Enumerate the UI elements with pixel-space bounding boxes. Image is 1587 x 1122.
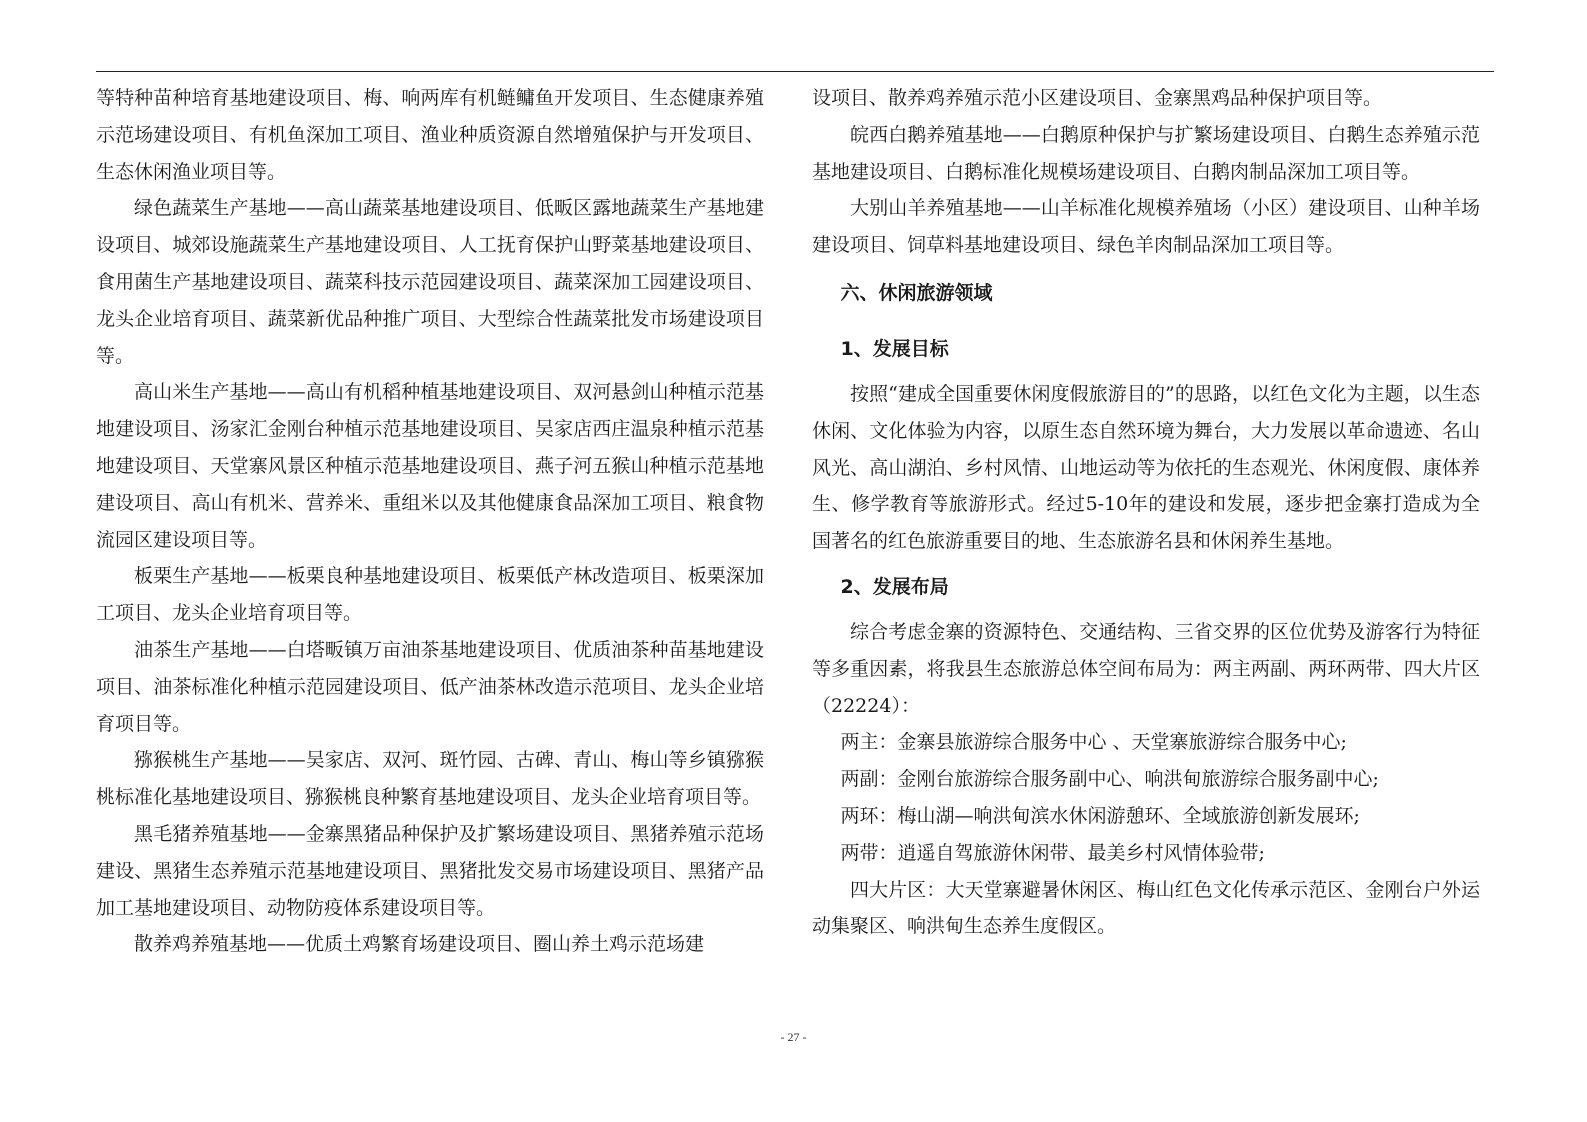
paragraph: 大别山羊养殖基地——山羊标准化规模养殖场（小区）建设项目、山种羊场建设项目、饲草料基地建设项目、绿色羊肉制品深加工项目等。 [812, 197, 1480, 257]
paragraph: 综合考虑金寨的资源特色、交通结构、三省交界的区位优势及游客行为特征等多重因素，将我县生态旅游总体空间布局为：两主两副、两环两带、四大片区（22224）： [812, 620, 1480, 717]
header-rule [96, 71, 1494, 72]
layout-item: 两主：金寨县旅游综合服务中心 、天堂寨旅游综合服务中心; [840, 731, 1347, 754]
paragraph: 等特种苗种培育基地建设项目、梅、响两库有机鲢鳙鱼开发项目、生态健康养殖示范场建设项目、有机鱼深加工项目、渔业种质资源自然增殖保护与开发项目、生态休闲渔业项目等。 [96, 87, 764, 183]
paragraph: 板栗生产基地——板栗良种基地建设项目、板栗低产林改造项目、板栗深加工项目、龙头企业培育项目等。 [96, 565, 764, 625]
paragraph: 皖西白鹅养殖基地——白鹅原种保护与扩繁场建设项目、白鹅生态养殖示范基地建设项目、白鹅标准化规模场建设项目、白鹅肉制品深加工项目等。 [812, 123, 1480, 183]
paragraph: 设项目、散养鸡养殖示范小区建设项目、金寨黑鸡品种保护项目等。 [812, 87, 1383, 109]
paragraph: 按照“建成全国重要休闲度假旅游目的”的思路，以红色文化为主题，以生态休闲、文化体验为内容，以原生态自然环境为舞台，大力发展以革命遗迹、名山风光、高山湖泊、乡村风情、山地运动等为依托的生态观光、休闲度假、康体养生、修学教育等旅游形式。经过5-10年的建设和发展，逐步把金寨打造成为全国著名的红色旅游重要目的地、生态旅游名县和休闲养生基地。 [812, 382, 1480, 553]
page-number: - 27 - [780, 1030, 807, 1044]
section-title: 六、休闲旅游领域 [840, 281, 993, 304]
left-column [96, 80, 764, 963]
paragraph: 黑毛猪养殖基地——金寨黑猪品种保护及扩繁场建设项目、黑猪养殖示范场建设、黑猪生态养殖示范基地建设项目、黑猪批发交易市场建设项目、黑猪产品加工基地建设项目、动物防疫体系建设项目等。 [96, 822, 764, 919]
paragraph: 油茶生产基地——白塔畈镇万亩油茶基地建设项目、优质油茶种苗基地建设项目、油茶标准化种植示范园建设项目、低产油茶林改造示范项目、龙头企业培育项目等。 [96, 638, 764, 735]
paragraph: 猕猴桃生产基地——吴家店、双河、斑竹园、古碑、青山、梅山等乡镇猕猴桃标准化基地建设项目、猕猴桃良种繁育基地建设项目、龙头企业培育项目等。 [96, 749, 764, 809]
paragraph: 高山米生产基地——高山有机稻种植基地建设项目、双河悬剑山种植示范基地建设项目、汤家汇金刚台种植示范基地建设项目、吴家店西庄温泉种植示范基地建设项目、天堂寨风景区种植示范基地建设项目、燕子河五猴山种植示范基地建设项目、高山有机米、营养米、重组米以及其他健康食品深加工项目、粮食物流园区建设项目等。 [96, 381, 764, 551]
layout-item: 两环：梅山湖—响洪甸滨水休闲游憩环、全域旅游创新发展环; [840, 804, 1360, 827]
paragraph: 散养鸡养殖基地——优质土鸡繁育场建设项目、圈山养土鸡示范场建 [134, 933, 705, 956]
subsection-title: 1、发展目标 [840, 337, 949, 360]
subsection-title: 2、发展布局 [840, 575, 949, 598]
paragraph: 绿色蔬菜生产基地——高山蔬菜基地建设项目、低畈区露地蔬菜生产基地建设项目、城郊设施蔬菜生产基地建设项目、人工抚育保护山野菜基地建设项目、食用菌生产基地建设项目、蔬菜科技示范园建设项目、蔬菜深加工园建设项目、龙头企业培育项目、蔬菜新优品种推广项目、大型综合性蔬菜批发市场建设项目等。 [96, 197, 764, 367]
right-column [812, 80, 1480, 945]
layout-item: 两副：金刚台旅游综合服务副中心、响洪甸旅游综合服务副中心; [840, 768, 1379, 791]
layout-item: 两带：逍遥自驾旅游休闲带、最美乡村风情体验带; [840, 841, 1265, 864]
layout-item: 四大片区：大天堂寨避暑休闲区、梅山红色文化传承示范区、金刚台户外运动集聚区、响洪甸生态养生度假区。 [812, 878, 1480, 938]
